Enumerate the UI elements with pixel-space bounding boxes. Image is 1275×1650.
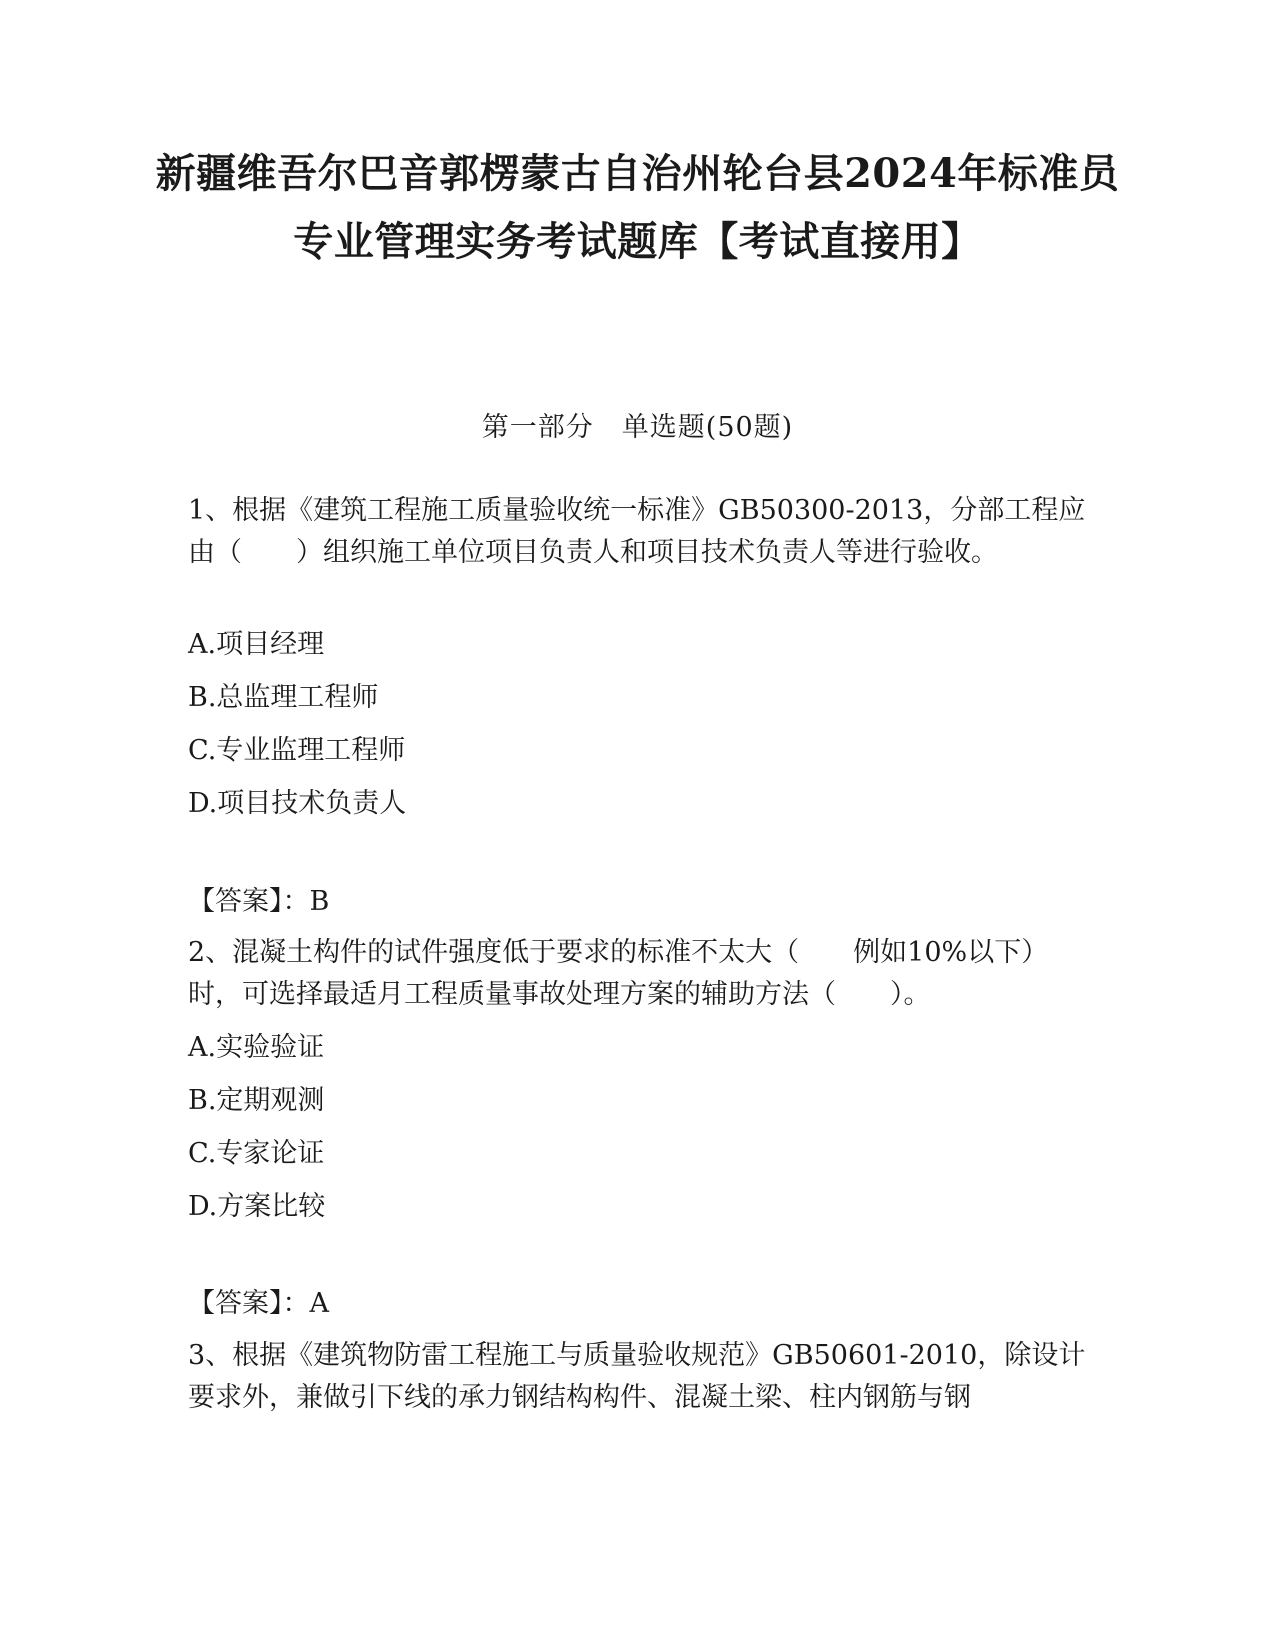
question-2-answer: 【答案】：A xyxy=(188,1288,329,1319)
question-1-option-d: D.项目技术负责人 xyxy=(188,788,407,819)
question-2-option-a: A.实验验证 xyxy=(188,1032,325,1063)
question-1-option-c: C.专业监理工程师 xyxy=(188,735,406,766)
question-1-text: 1、根据《建筑工程施工质量验收统一标准》GB50300-2013，分部工程应由（ ）组织施工单位项目负责人和项目技术负责人等进行验收。 xyxy=(188,495,1086,568)
section-heading: 第一部分 单选题(50题) xyxy=(481,412,794,443)
question-2-text: 2、混凝土构件的试件强度低于要求的标准不太大（ 例如10%以下）时，可选择最适月工程质量事故处理方案的辅助方法（ ）。 xyxy=(188,937,1049,1010)
question-1-answer: 【答案】：B xyxy=(188,886,330,917)
question-3-text: 3、根据《建筑物防雷工程施工与质量验收规范》GB50601-2010，除设计要求外，兼做引下线的承力钢结构构件、混凝土梁、柱内钢筋与钢 xyxy=(188,1340,1086,1413)
question-2-option-c: C.专家论证 xyxy=(188,1138,325,1169)
question-2-option-b: B.定期观测 xyxy=(188,1085,325,1116)
document-title: 新疆维吾尔巴音郭楞蒙古自治州轮台县2024年标准员专业管理实务考试题库【考试直接用】 xyxy=(155,150,1120,265)
question-2-option-d: D.方案比较 xyxy=(188,1191,326,1222)
question-1-option-b: B.总监理工程师 xyxy=(188,682,379,713)
question-1-option-a: A.项目经理 xyxy=(188,629,325,660)
